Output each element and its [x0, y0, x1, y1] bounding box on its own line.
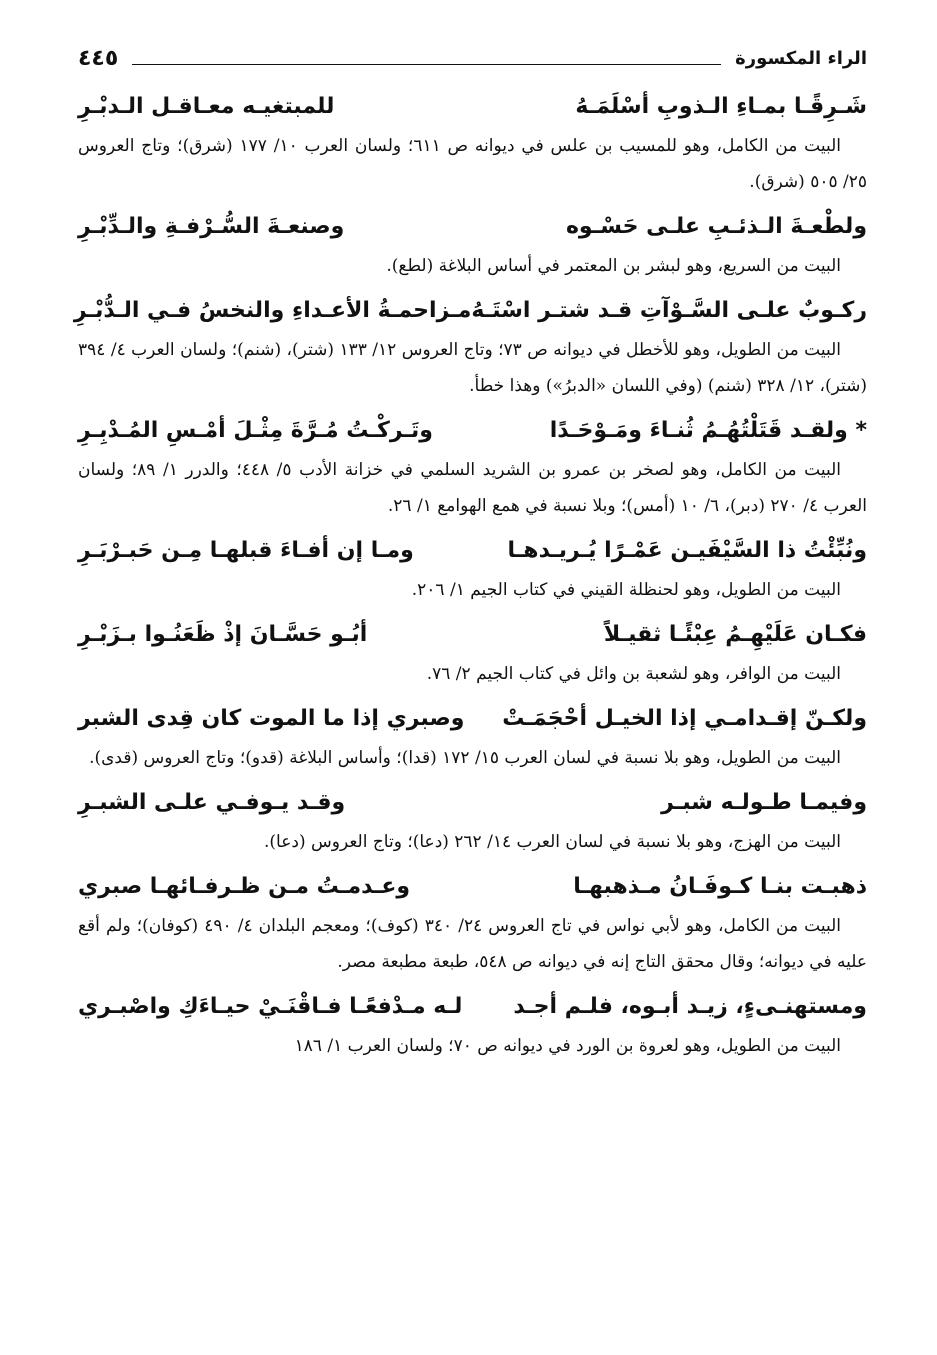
- entry: [78, 866, 867, 980]
- verse-note: البيت من الطويل، وهو لعروة بن الورد في ديوانه ص ٧٠؛ ولسان العرب ١/ ١٨٦: [294, 1036, 841, 1056]
- page-header: [78, 40, 867, 76]
- header-rule: [132, 64, 721, 65]
- verse: [78, 986, 867, 1028]
- verse-first-hemistich: ولطْعـةَ الـذئـبِ علـى حَسْـوه: [565, 214, 867, 239]
- verse: [78, 86, 867, 128]
- verse-note: البيت من الطويل، وهو لحنظلة القيني في كتاب الجيم ١/ ٢٠٦.: [411, 580, 841, 600]
- verse-second-hemistich: وتَـركْـتُ مُـرَّةَ مِثْـلَ أمْـسِ المُـدْبِـرِ: [78, 418, 433, 443]
- entry: [78, 410, 867, 524]
- page-content: [73, 86, 867, 1064]
- entry: [73, 290, 867, 404]
- verse-first-hemistich: ذهبـت بنـا كـوفَـانُ مـذهبهـا: [573, 874, 867, 899]
- verse-first-hemistich: فكـان عَلَيْهِـمُ عِبْئًـا ثقيـلاً: [603, 622, 867, 647]
- verse: [73, 290, 867, 332]
- entry: [78, 782, 867, 860]
- verse-note: البيت من الطويل، وهو للأخطل في ديوانه ص ٧٣؛ وتاج العروس ١٢/ ١٣٣ (شتر)، (شنم)؛ ولسان العرب ٤/ ٣٩٤ (شتر)، ١٢/ ٣٢٨ (شنم) (وفي اللسان «الدبرُ») وهذا خطأ.: [78, 340, 867, 396]
- entry: [78, 86, 867, 200]
- verse-second-hemistich: مـزاحمـةُ الأعـداءِ والنخسُ فـي الـدُّبْـرِ: [73, 298, 472, 323]
- entry: [78, 698, 867, 776]
- verse: [78, 410, 867, 452]
- verse: [78, 698, 867, 740]
- verse-first-hemistich: ولكـنّ إقـدامـي إذا الخيـل أحْجَمَـتْ: [502, 706, 867, 731]
- verse-first-hemistich: ونُبِّئْتُ ذا السَّيْفَيـن عَمْـرًا يُـريـدهـا: [507, 538, 867, 563]
- verse-second-hemistich: للمبتغيـه معـاقـل الـدبْـرِ: [78, 94, 335, 119]
- verse-note: البيت من الطويل، وهو بلا نسبة في لسان العرب ١٥/ ١٧٢ (قدا)؛ وأساس البلاغة (قدو)؛ وتاج العروس (قدى).: [89, 748, 841, 768]
- running-title: الراء المكسورة: [735, 47, 867, 69]
- verse: [78, 206, 867, 248]
- page-number: ٤٤٥: [78, 45, 119, 71]
- entry: [78, 614, 867, 692]
- verse-note: البيت من الهزج، وهو بلا نسبة في لسان العرب ١٤/ ٢٦٢ (دعا)؛ وتاج العروس (دعا).: [264, 832, 841, 852]
- verse-second-hemistich: أبُـو حَسَّـانَ إذْ ظَعَنُـوا بـزَبْـرِ: [78, 622, 368, 647]
- verse-first-hemistich: شَـرِقًـا بمـاءِ الـذوبِ أسْلَمَـهُ: [575, 94, 867, 119]
- verse: [78, 782, 867, 824]
- verse-note: البيت من الكامل، وهو لصخر بن عمرو بن الشريد السلمي في خزانة الأدب ٥/ ٤٤٨؛ والدرر ١/ ٨٩؛ ولسان العرب ٤/ ٢٧٠ (دبر)، ٦/ ١٠ (أمس)؛ وبلا نسبة في همع الهوامع ١/ ٢٦.: [78, 460, 867, 516]
- entry: [78, 530, 867, 608]
- verse-second-hemistich: وقـد يـوفـي علـى الشبـرِ: [78, 790, 346, 815]
- verse-second-hemistich: وصنعـةَ السُّـرْفـةِ والـدِّبْـرِ: [78, 214, 345, 239]
- verse-first-hemistich: وفيمـا طـولـه شبـر: [661, 790, 867, 815]
- verse-note: البيت من الكامل، وهو لأبي نواس في تاج العروس ٢٤/ ٣٤٠ (كوف)؛ ومعجم البلدان ٤/ ٤٩٠ (كوفان)؛ ولم أقع عليه في ديوانه؛ وقال محقق التاج إنه في ديوانه ص ٥٤٨، طبعة مطبعة مصر.: [78, 916, 867, 972]
- verse-note: البيت من الكامل، وهو للمسيب بن علس في ديوانه ص ٦١١؛ ولسان العرب ١٠/ ١٧٧ (شرق)؛ وتاج العروس ٢٥/ ٥٠٥ (شرق).: [78, 136, 867, 192]
- verse-first-hemistich: ركـوبٌ علـى السَّـوْآتِ قـد شتـر اسْتَـهُ: [471, 298, 867, 323]
- verse-note: البيت من السريع، وهو لبشر بن المعتمر في أساس البلاغة (لطع).: [386, 256, 841, 276]
- entry: [78, 986, 867, 1064]
- verse-second-hemistich: لـه مـدْفعًـا فـاقْنَـيْ حيـاءَكِ واصْبـري: [78, 994, 463, 1019]
- verse-second-hemistich: وعـدمـتُ مـن ظـرفـائهـا صبري: [78, 874, 411, 899]
- entry: [78, 206, 867, 284]
- verse: [78, 866, 867, 908]
- verse-note: البيت من الوافر، وهو لشعبة بن وائل في كتاب الجيم ٢/ ٧٦.: [426, 664, 841, 684]
- verse-second-hemistich: ومـا إن أفـاءَ قبلهـا مِـن حَبـرْبَـرِ: [78, 538, 414, 563]
- verse-second-hemistich: وصبري إذا ما الموت كان قِدى الشبر: [78, 706, 465, 731]
- verse-first-hemistich: * ولقـد قَتَلْتُهُـمُ ثُنـاءَ ومَـوْحَـدًا: [549, 418, 867, 443]
- verse: [78, 530, 867, 572]
- verse: [78, 614, 867, 656]
- verse-first-hemistich: ومستهنـىءٍ، زيـد أبـوه، فلـم أجـد: [513, 994, 867, 1019]
